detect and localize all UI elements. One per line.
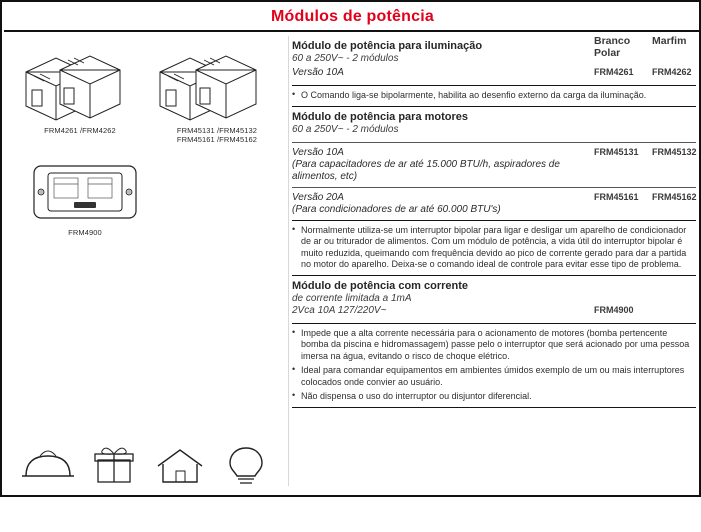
- notes-block: [292, 225, 696, 271]
- specs-column: [292, 40, 696, 412]
- row-code-branco: FRM45161: [594, 191, 639, 202]
- product-image-column: [8, 42, 288, 482]
- table-row: [292, 192, 696, 216]
- gift-icon: [84, 442, 144, 488]
- row-code-marfim: FRM45132: [652, 146, 697, 157]
- product-image-1: [20, 50, 140, 135]
- section-subtitle: 60 a 250V~ - 2 módulos: [292, 53, 399, 64]
- row-code-branco: FRM4261: [594, 67, 634, 77]
- module-pair-2-drawing: [154, 50, 280, 122]
- house-icon-group: [150, 442, 210, 496]
- module-pair-1-drawing: [20, 50, 140, 122]
- section-subtitle-line2: 2Vca 10A 127/220V~: [292, 304, 387, 316]
- notes-block: [292, 328, 696, 403]
- section-corrente: [292, 280, 696, 408]
- row-sublabel: (Para condicionadores de ar até 60.000 BTU's): [292, 203, 501, 215]
- section-iluminacao: [292, 40, 696, 107]
- table-row: [292, 67, 696, 81]
- lamp-icon: [216, 442, 276, 488]
- row-code-branco: FRM45131: [594, 146, 639, 157]
- section-subtitle: 60 a 250V~ - 2 módulos: [292, 123, 399, 135]
- page-title: Módulos de potência: [271, 8, 434, 25]
- note-item: • Normalmente utiliza-se um interruptor bipolar para ligar e desligar um aparelho de condicionador de ar ou triturador de alimentos. Com um módulo de potência, a vida útil do interruptor bipolar é muito reduzida, queimando com frequência devido ao pico de corrente gerado para dar a partida no motor do aparelho. Deixa-se o comando ideal de controle para evitar esse tipo de problema.: [292, 225, 696, 271]
- product-caption-1: FRM4261 /FRM4262: [44, 126, 116, 135]
- section-divider: [292, 323, 696, 324]
- house-icon: [150, 442, 210, 488]
- application-icons: [18, 442, 290, 532]
- note-item: • O Comando liga-se bipolarmente, habilita ao desenfio externo da carga da iluminação.: [292, 90, 696, 102]
- product-image-2: [154, 50, 280, 144]
- module-single-3-drawing: [30, 162, 140, 224]
- column-header-line1: Branco: [594, 35, 631, 47]
- product-caption-2-line2: FRM45161 /FRM45162: [176, 135, 258, 144]
- row-divider: [292, 187, 696, 188]
- helmet-icon-group: [18, 442, 78, 496]
- section-subtitle-line1: de corrente limitada a 1mA: [292, 292, 412, 304]
- section-title: Módulo de potência com corrente: [292, 279, 469, 292]
- table-row: [292, 147, 696, 183]
- section-divider: [292, 407, 696, 408]
- note-item: • Impede que a alta corrente necessária para o acionamento de motores (bomba pertencente bomba da piscina e hidromassagem) passe pelo o interruptor que será acionado por uma pessoa imersa na água, evitando o risco de choque elétrico.: [292, 328, 696, 363]
- row-label: Versão 10A: [292, 67, 344, 78]
- column-header-line1: Marfim: [652, 35, 687, 47]
- section-divider: [292, 106, 696, 107]
- product-image-3: [30, 162, 140, 237]
- column-header-line2: Polar: [594, 47, 621, 59]
- product-caption-3: FRM4900: [68, 228, 102, 237]
- note-item: • Ideal para comandar equipamentos em ambientes úmidos exemplo de um ou mais interruptores colocados onde convier ao usuário.: [292, 365, 696, 388]
- row-label: Versão 10A: [292, 146, 344, 158]
- section-divider: [292, 220, 696, 221]
- row-sublabel: (Para capacitadores de ar até 15.000 BTU/h, aspiradores de alimentos, etc): [292, 158, 560, 182]
- section-title: Módulo de potência para iluminação: [292, 40, 483, 52]
- header-divider: [4, 30, 701, 32]
- section-title: Módulo de potência para motores: [292, 110, 469, 123]
- row-code-branco: FRM4900: [594, 304, 634, 315]
- notes-block: [292, 90, 696, 102]
- section-divider: [292, 85, 696, 86]
- note-item: • Não dispensa o uso do interruptor ou disjuntor diferencial.: [292, 391, 696, 403]
- product-caption-2-line1: FRM45131 /FRM45132: [176, 126, 258, 135]
- row-code-marfim: FRM4262: [652, 67, 692, 77]
- row-code-marfim: FRM45162: [652, 191, 697, 202]
- section-divider: [292, 275, 696, 276]
- table-row: [292, 305, 696, 319]
- row-divider: [292, 142, 696, 143]
- lamp-icon-group: [216, 442, 276, 496]
- page-header: [4, 4, 701, 30]
- helmet-icon: [18, 442, 78, 488]
- column-divider: [288, 36, 289, 486]
- row-label: Versão 20A: [292, 191, 344, 203]
- section-motores: [292, 111, 696, 276]
- gift-icon-group: [84, 442, 144, 496]
